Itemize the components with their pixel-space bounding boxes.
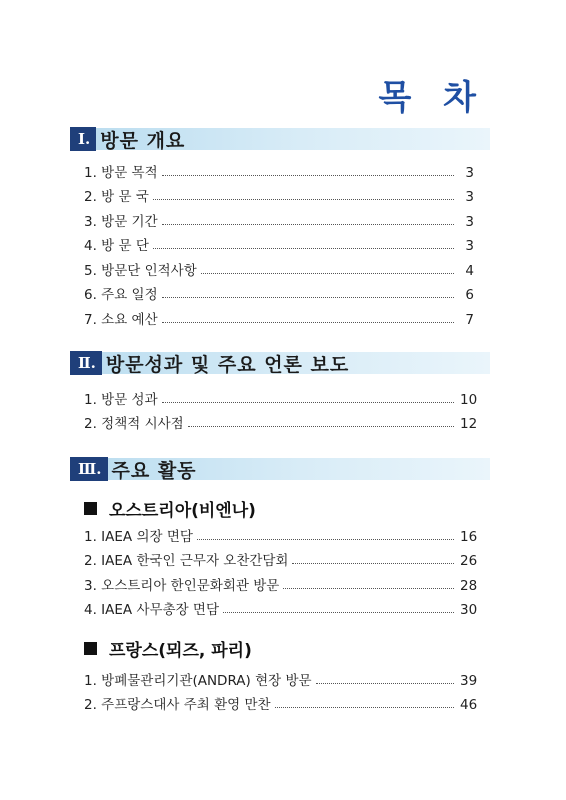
leader-dots <box>201 273 454 274</box>
toc-entry[interactable] <box>84 520 478 545</box>
subsection-austria-heading <box>84 496 256 521</box>
toc-entry-label: 5. 방문단 인적사항 <box>84 262 197 279</box>
section-1-header <box>70 127 185 151</box>
toc-entry-label: 1. 방폐물관리기관(ANDRA) 현장 방문 <box>84 672 312 689</box>
section-3-header <box>70 457 197 481</box>
leader-dots <box>162 297 454 298</box>
toc-entry-page: 3 <box>465 164 474 181</box>
toc-entry-page: 3 <box>465 213 474 230</box>
leader-dots <box>292 563 454 564</box>
toc-entry-page: 39 <box>460 672 478 689</box>
toc-entry[interactable] <box>84 205 474 230</box>
toc-entry-page: 26 <box>460 553 478 569</box>
toc-entry-page: 6 <box>465 287 474 303</box>
square-bullet-icon <box>84 642 97 655</box>
toc-entry[interactable] <box>84 230 474 255</box>
toc-entry[interactable] <box>84 383 478 408</box>
leader-dots <box>162 402 454 403</box>
toc-entry-page: 10 <box>460 391 478 408</box>
toc-entry-page: 30 <box>460 602 478 618</box>
toc-entry-label: 2. IAEA 한국인 근무자 오찬간담회 <box>84 553 289 569</box>
toc-entry[interactable] <box>84 545 478 570</box>
toc-entry[interactable] <box>84 254 474 279</box>
toc-entry[interactable] <box>84 569 478 594</box>
leader-dots <box>153 248 454 249</box>
toc-entry-label: 1. IAEA 의장 면담 <box>84 528 193 545</box>
leader-dots <box>197 539 454 540</box>
leader-dots <box>188 426 454 427</box>
toc-entry-label: 2. 정책적 시사점 <box>84 416 184 432</box>
subsection-france-list <box>84 664 478 713</box>
leader-dots <box>162 224 454 225</box>
toc-entry[interactable] <box>84 664 478 689</box>
section-2-band <box>70 352 490 374</box>
section-1-band <box>70 128 490 150</box>
leader-dots <box>153 199 454 200</box>
toc-entry[interactable] <box>84 279 474 304</box>
leader-dots <box>316 683 454 684</box>
toc-entry-page: 3 <box>465 189 474 205</box>
subsection-france-heading <box>84 636 252 661</box>
toc-entry-label: 3. 방문 기간 <box>84 213 158 230</box>
section-2-header <box>70 351 349 375</box>
section-2-heading: 방문성과 및 주요 언론 보도 <box>105 353 350 376</box>
section-1-heading: 방문 개요 <box>100 129 186 152</box>
toc-entry-page: 16 <box>460 528 478 545</box>
leader-dots <box>223 612 454 613</box>
toc-entry[interactable] <box>84 181 474 206</box>
section-2-number: Ⅱ. <box>70 351 102 375</box>
toc-entry-label: 1. 방문 성과 <box>84 391 158 408</box>
toc-entry[interactable] <box>84 156 474 181</box>
leader-dots <box>162 322 454 323</box>
toc-entry-page: 3 <box>465 238 474 254</box>
toc-entry-label: 3. 오스트리아 한인문화회관 방문 <box>84 577 280 594</box>
toc-entry-page: 46 <box>460 697 478 713</box>
section-3-band <box>70 458 490 480</box>
subsection-austria-list <box>84 520 478 618</box>
toc-entry-label: 4. IAEA 사무총장 면담 <box>84 602 219 618</box>
page-title: 목 차 <box>378 78 486 118</box>
toc-entry-label: 1. 방문 목적 <box>84 164 158 181</box>
toc-entry-label: 2. 주프랑스대사 주최 환영 만찬 <box>84 697 271 713</box>
square-bullet-icon <box>84 502 97 515</box>
section-1-list <box>84 156 474 328</box>
toc-entry-label: 6. 주요 일정 <box>84 287 158 303</box>
leader-dots <box>283 588 454 589</box>
toc-entry-page: 28 <box>460 577 478 594</box>
subsection-heading-text: 오스트리아(비엔나) <box>109 501 256 521</box>
subsection-heading-text: 프랑스(뫼즈, 파리) <box>109 641 252 661</box>
leader-dots <box>162 175 454 176</box>
leader-dots <box>275 707 454 708</box>
toc-entry-page: 12 <box>460 416 478 432</box>
section-3-number: Ⅲ. <box>70 457 108 481</box>
section-1-number: Ⅰ. <box>70 127 96 151</box>
toc-entry[interactable] <box>84 408 478 433</box>
section-3-heading: 주요 활동 <box>111 459 197 482</box>
toc-entry[interactable] <box>84 689 478 714</box>
toc-entry[interactable] <box>84 594 478 619</box>
toc-entry-label: 4. 방 문 단 <box>84 238 149 254</box>
toc-entry-label: 2. 방 문 국 <box>84 189 149 205</box>
toc-entry[interactable] <box>84 303 474 328</box>
toc-entry-page: 4 <box>465 262 474 279</box>
toc-entry-page: 7 <box>465 311 474 328</box>
toc-entry-label: 7. 소요 예산 <box>84 311 158 328</box>
section-2-list <box>84 383 478 432</box>
